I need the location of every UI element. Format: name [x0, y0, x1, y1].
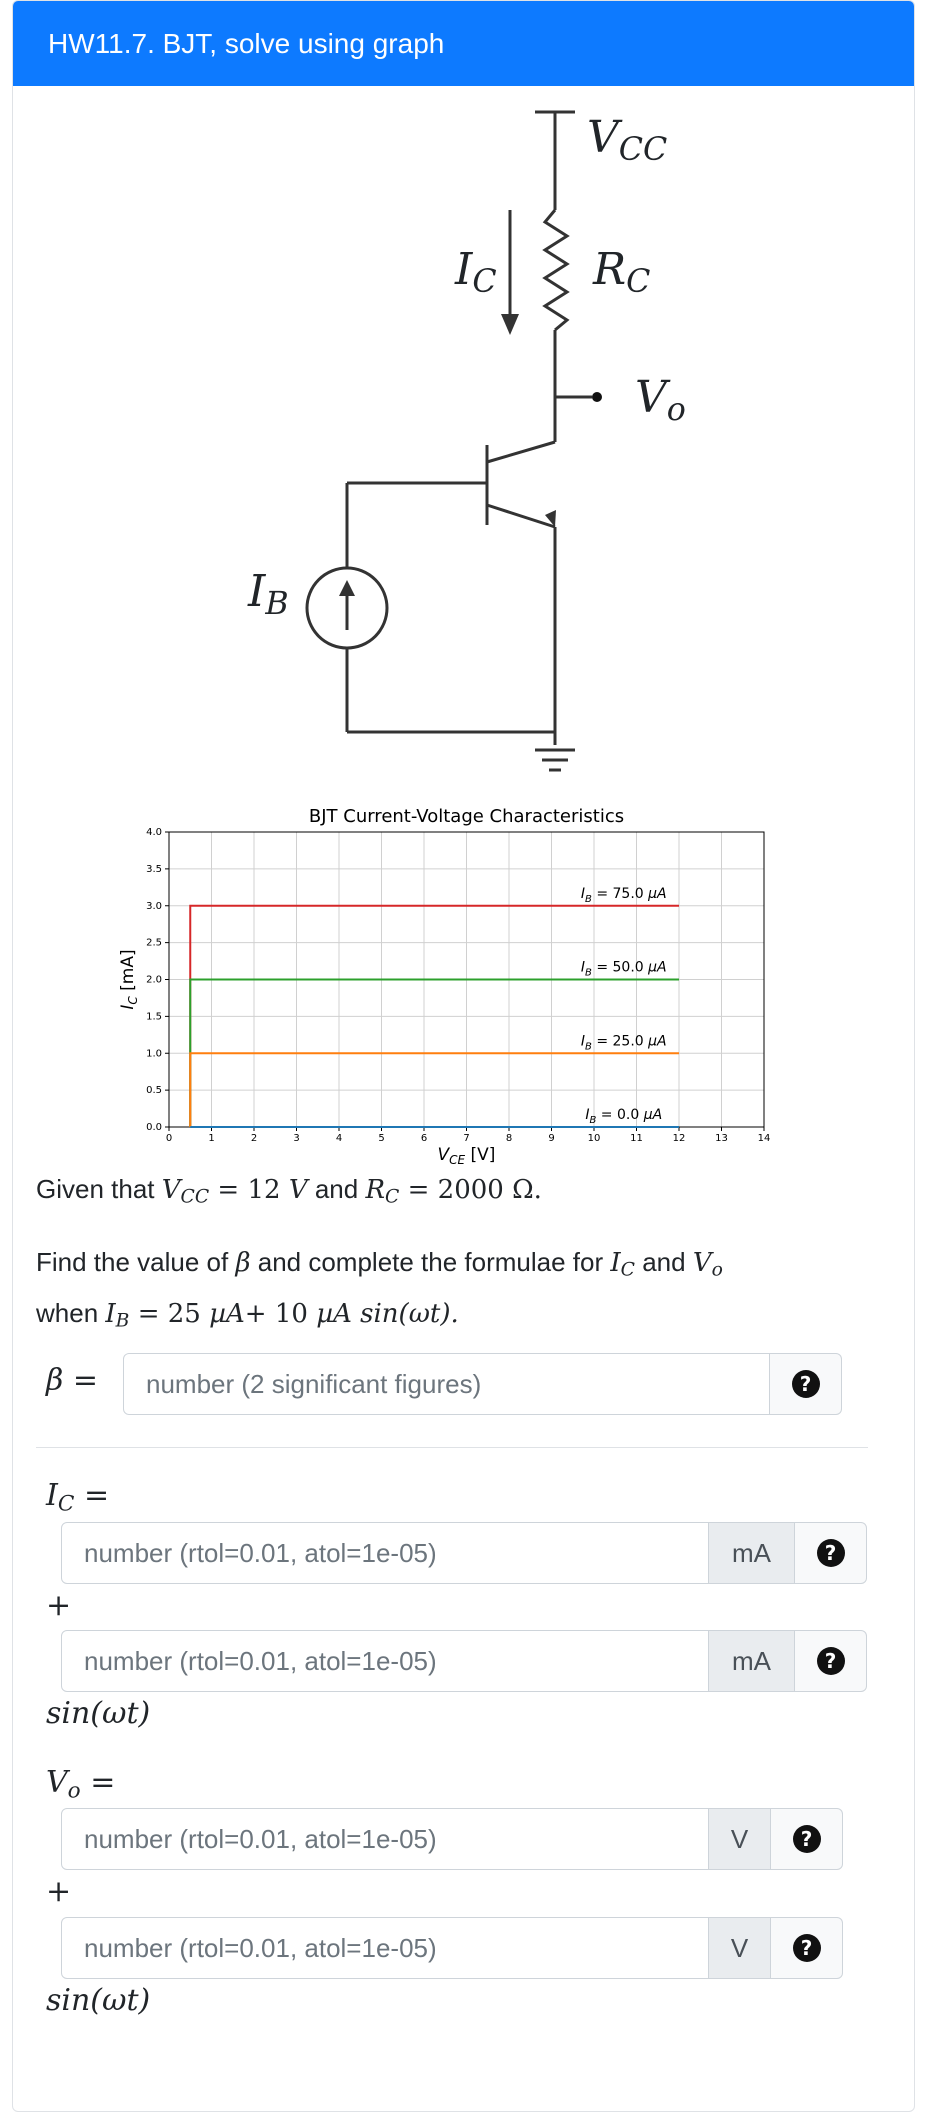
- y-tick-label: 4.0: [146, 827, 162, 838]
- help-icon: ?: [793, 1825, 821, 1853]
- x-axis-label: $V_{CE}$ [V]: [437, 1145, 496, 1167]
- x-tick-label: 14: [757, 1133, 771, 1144]
- ic-formula-label: $I_C$ =: [46, 1478, 110, 1517]
- series-label-3: $I_B = 0.0$ µA: [585, 1107, 663, 1126]
- vo-ac-input-group: [61, 1917, 843, 1979]
- find-text: Find the value of β and complete the formulae for $I_C$ and $V_o$ when $I_B = 25$ µA+ 10 µA sin(ωt).: [36, 1247, 723, 1332]
- chart-title: BJT Current-Voltage Characteristics: [308, 806, 625, 827]
- x-tick-label: 9: [548, 1133, 555, 1144]
- ic-sin-term: sin(ωt): [46, 1696, 151, 1731]
- beta-label: β =: [46, 1363, 99, 1398]
- bjt-iv-chart: [0, 800, 925, 1180]
- help-icon: ?: [792, 1370, 820, 1398]
- ic-dc-input-group: [61, 1522, 867, 1584]
- x-tick-label: 13: [715, 1133, 728, 1144]
- y-tick-label: 1.0: [146, 1048, 162, 1060]
- series-label-0: $I_B = 75.0$ µA: [580, 885, 667, 905]
- series-label-2: $I_B = 25.0$ µA: [580, 1033, 667, 1053]
- given-text: Given that $V_{CC} = 12$ V and $R_C = 2000$ Ω.: [36, 1174, 542, 1208]
- beta-input[interactable]: number (2 significant figures): [123, 1353, 770, 1415]
- help-icon: ?: [817, 1539, 845, 1567]
- vo-dc-help-button[interactable]: [771, 1808, 843, 1870]
- y-tick-label: 2.0: [146, 974, 162, 986]
- x-tick-label: 10: [587, 1133, 601, 1144]
- y-tick-label: 2.5: [146, 937, 162, 949]
- vo-ac-input[interactable]: number (rtol=0.01, atol=1e-05): [61, 1917, 709, 1979]
- vo-formula-label: $V_o$ =: [46, 1765, 116, 1804]
- x-tick-label: 2: [250, 1133, 258, 1144]
- x-tick-label: 3: [293, 1133, 300, 1144]
- ib-label: $I_B$: [248, 566, 289, 622]
- vo-label: $V_o$: [635, 372, 686, 428]
- y-tick-label: 3.5: [146, 863, 162, 875]
- y-tick-label: 0.0: [146, 1122, 162, 1133]
- ic-plus: +: [46, 1588, 72, 1623]
- x-tick-label: 11: [630, 1133, 643, 1144]
- help-icon: ?: [793, 1934, 821, 1962]
- vo-ac-unit: V: [709, 1917, 771, 1979]
- beta-input-group: [123, 1353, 842, 1415]
- ic-ac-help-button[interactable]: [795, 1630, 867, 1692]
- ic-ac-input[interactable]: number (rtol=0.01, atol=1e-05): [61, 1630, 709, 1692]
- rc-label: $R_C$: [593, 244, 651, 300]
- vo-ac-help-button[interactable]: [771, 1917, 843, 1979]
- x-tick-label: 0: [165, 1133, 173, 1144]
- ic-dc-unit: mA: [709, 1522, 795, 1584]
- vcc-label: $V_{CC}$: [587, 112, 668, 168]
- y-tick-label: 3.0: [146, 900, 162, 912]
- circuit-diagram: [0, 0, 925, 780]
- ic-dc-help-button[interactable]: [795, 1522, 867, 1584]
- vo-dc-input[interactable]: number (rtol=0.01, atol=1e-05): [61, 1808, 709, 1870]
- ic-ac-unit: mA: [709, 1630, 795, 1692]
- vo-dc-unit: V: [709, 1808, 771, 1870]
- x-tick-label: 1: [208, 1133, 215, 1144]
- vo-dc-input-group: [61, 1808, 843, 1870]
- x-tick-label: 7: [463, 1133, 470, 1144]
- x-tick-label: 5: [378, 1133, 385, 1144]
- x-tick-label: 8: [505, 1133, 513, 1144]
- x-tick-label: 12: [672, 1133, 686, 1144]
- ic-label: $I_C$: [455, 244, 497, 300]
- help-icon: ?: [817, 1647, 845, 1675]
- y-tick-label: 1.5: [146, 1011, 162, 1023]
- series-label-1: $I_B = 50.0$ µA: [580, 959, 667, 979]
- y-tick-label: 0.5: [146, 1085, 162, 1097]
- y-axis-label: $I_C$ [mA]: [118, 949, 140, 1010]
- x-tick-label: 6: [420, 1133, 428, 1144]
- divider: [36, 1447, 868, 1448]
- ic-dc-input[interactable]: number (rtol=0.01, atol=1e-05): [61, 1522, 709, 1584]
- beta-help-button[interactable]: [770, 1353, 842, 1415]
- vo-plus: +: [46, 1874, 72, 1909]
- x-tick-label: 4: [335, 1133, 343, 1144]
- ic-ac-input-group: [61, 1630, 867, 1692]
- question-title: HW11.7. BJT, solve using graph: [48, 27, 445, 59]
- vo-sin-term: sin(ωt): [46, 1983, 151, 2018]
